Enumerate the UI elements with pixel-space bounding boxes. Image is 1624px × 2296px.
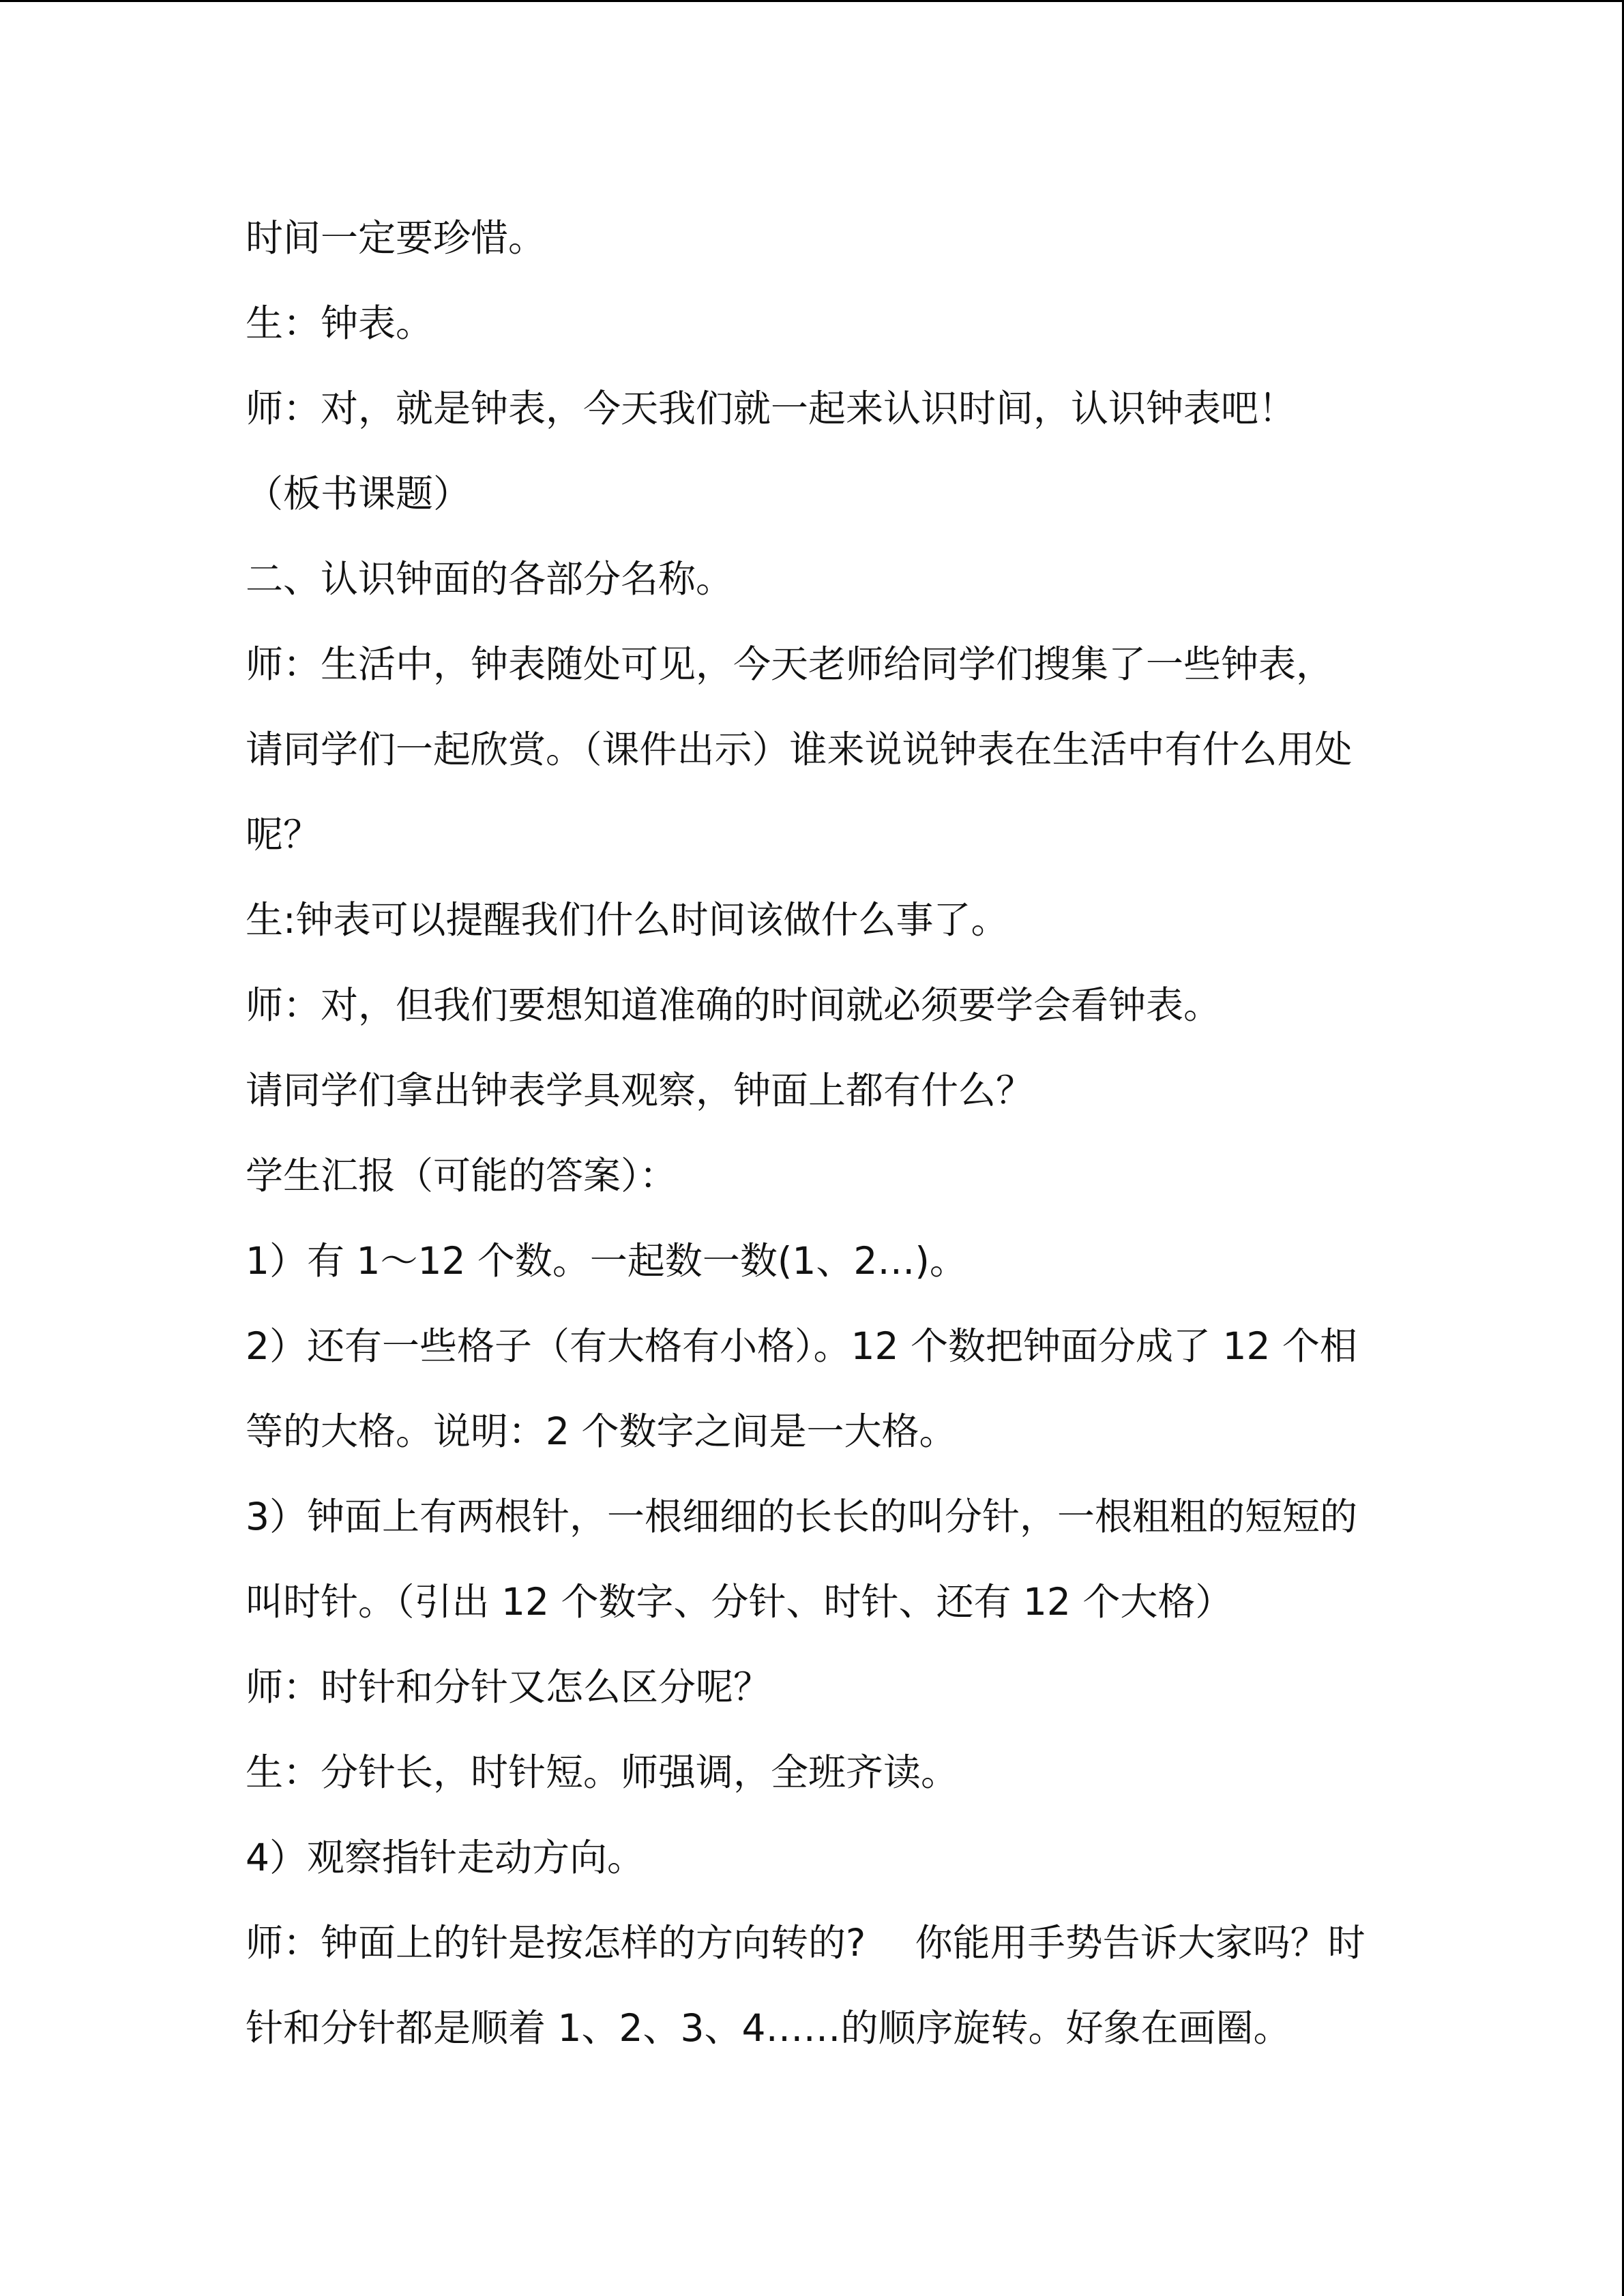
page-top-border [0, 0, 1624, 2]
text-line: 4）观察指针走动方向。 [246, 1836, 645, 1879]
text-line: 呢？ [246, 813, 321, 856]
text-line: 生：分针长，时针短。师强调，全班齐读。 [246, 1750, 959, 1794]
text-line: 师：时针和分针又怎么区分呢？ [246, 1665, 771, 1709]
text-line: 二、认识钟面的各部分名称。 [246, 557, 734, 601]
text-line: 请同学们一起欣赏。（课件出示）谁来说说钟表在生活中有什么用处 [246, 728, 1353, 771]
text-line: 请同学们拿出钟表学具观察，钟面上都有什么？ [246, 1069, 1034, 1112]
text-line: （板书课题） [246, 472, 471, 516]
text-line: 学生汇报（可能的答案）： [246, 1154, 677, 1197]
text-line: 生:钟表可以提醒我们什么时间该做什么事了。 [246, 898, 1009, 942]
text-line: 等的大格。说明：2 个数字之间是一大格。 [246, 1410, 957, 1453]
text-line: 师：钟面上的针是按怎样的方向转的? 你能用手势告诉大家吗？时 [246, 1921, 1365, 1965]
text-line: 1）有 1～12 个数。一起数一数(1、2…)。 [246, 1239, 967, 1283]
text-line: 叫时针。（引出 12 个数字、分针、时针、还有 12 个大格） [246, 1580, 1233, 1624]
text-line: 生：钟表。 [246, 301, 434, 345]
text-line: 3）钟面上有两根针，一根细细的长长的叫分针，一根粗粗的短短的 [246, 1495, 1357, 1538]
text-line: 师：生活中，钟表随处可见，今天老师给同学们搜集了一些钟表， [246, 642, 1334, 686]
text-line: 师：对，就是钟表，今天我们就一起来认识时间，认识钟表吧！ [246, 387, 1297, 430]
text-line: 师：对，但我们要想知道准确的时间就必须要学会看钟表。 [246, 983, 1222, 1027]
text-line: 针和分针都是顺着 1、2、3、4……的顺序旋转。好象在画圈。 [246, 2006, 1291, 2050]
text-line: 时间一定要珍惜。 [246, 216, 546, 260]
text-line: 2）还有一些格子（有大格有小格）。12 个数把钟面分成了 12 个相 [246, 1324, 1357, 1368]
